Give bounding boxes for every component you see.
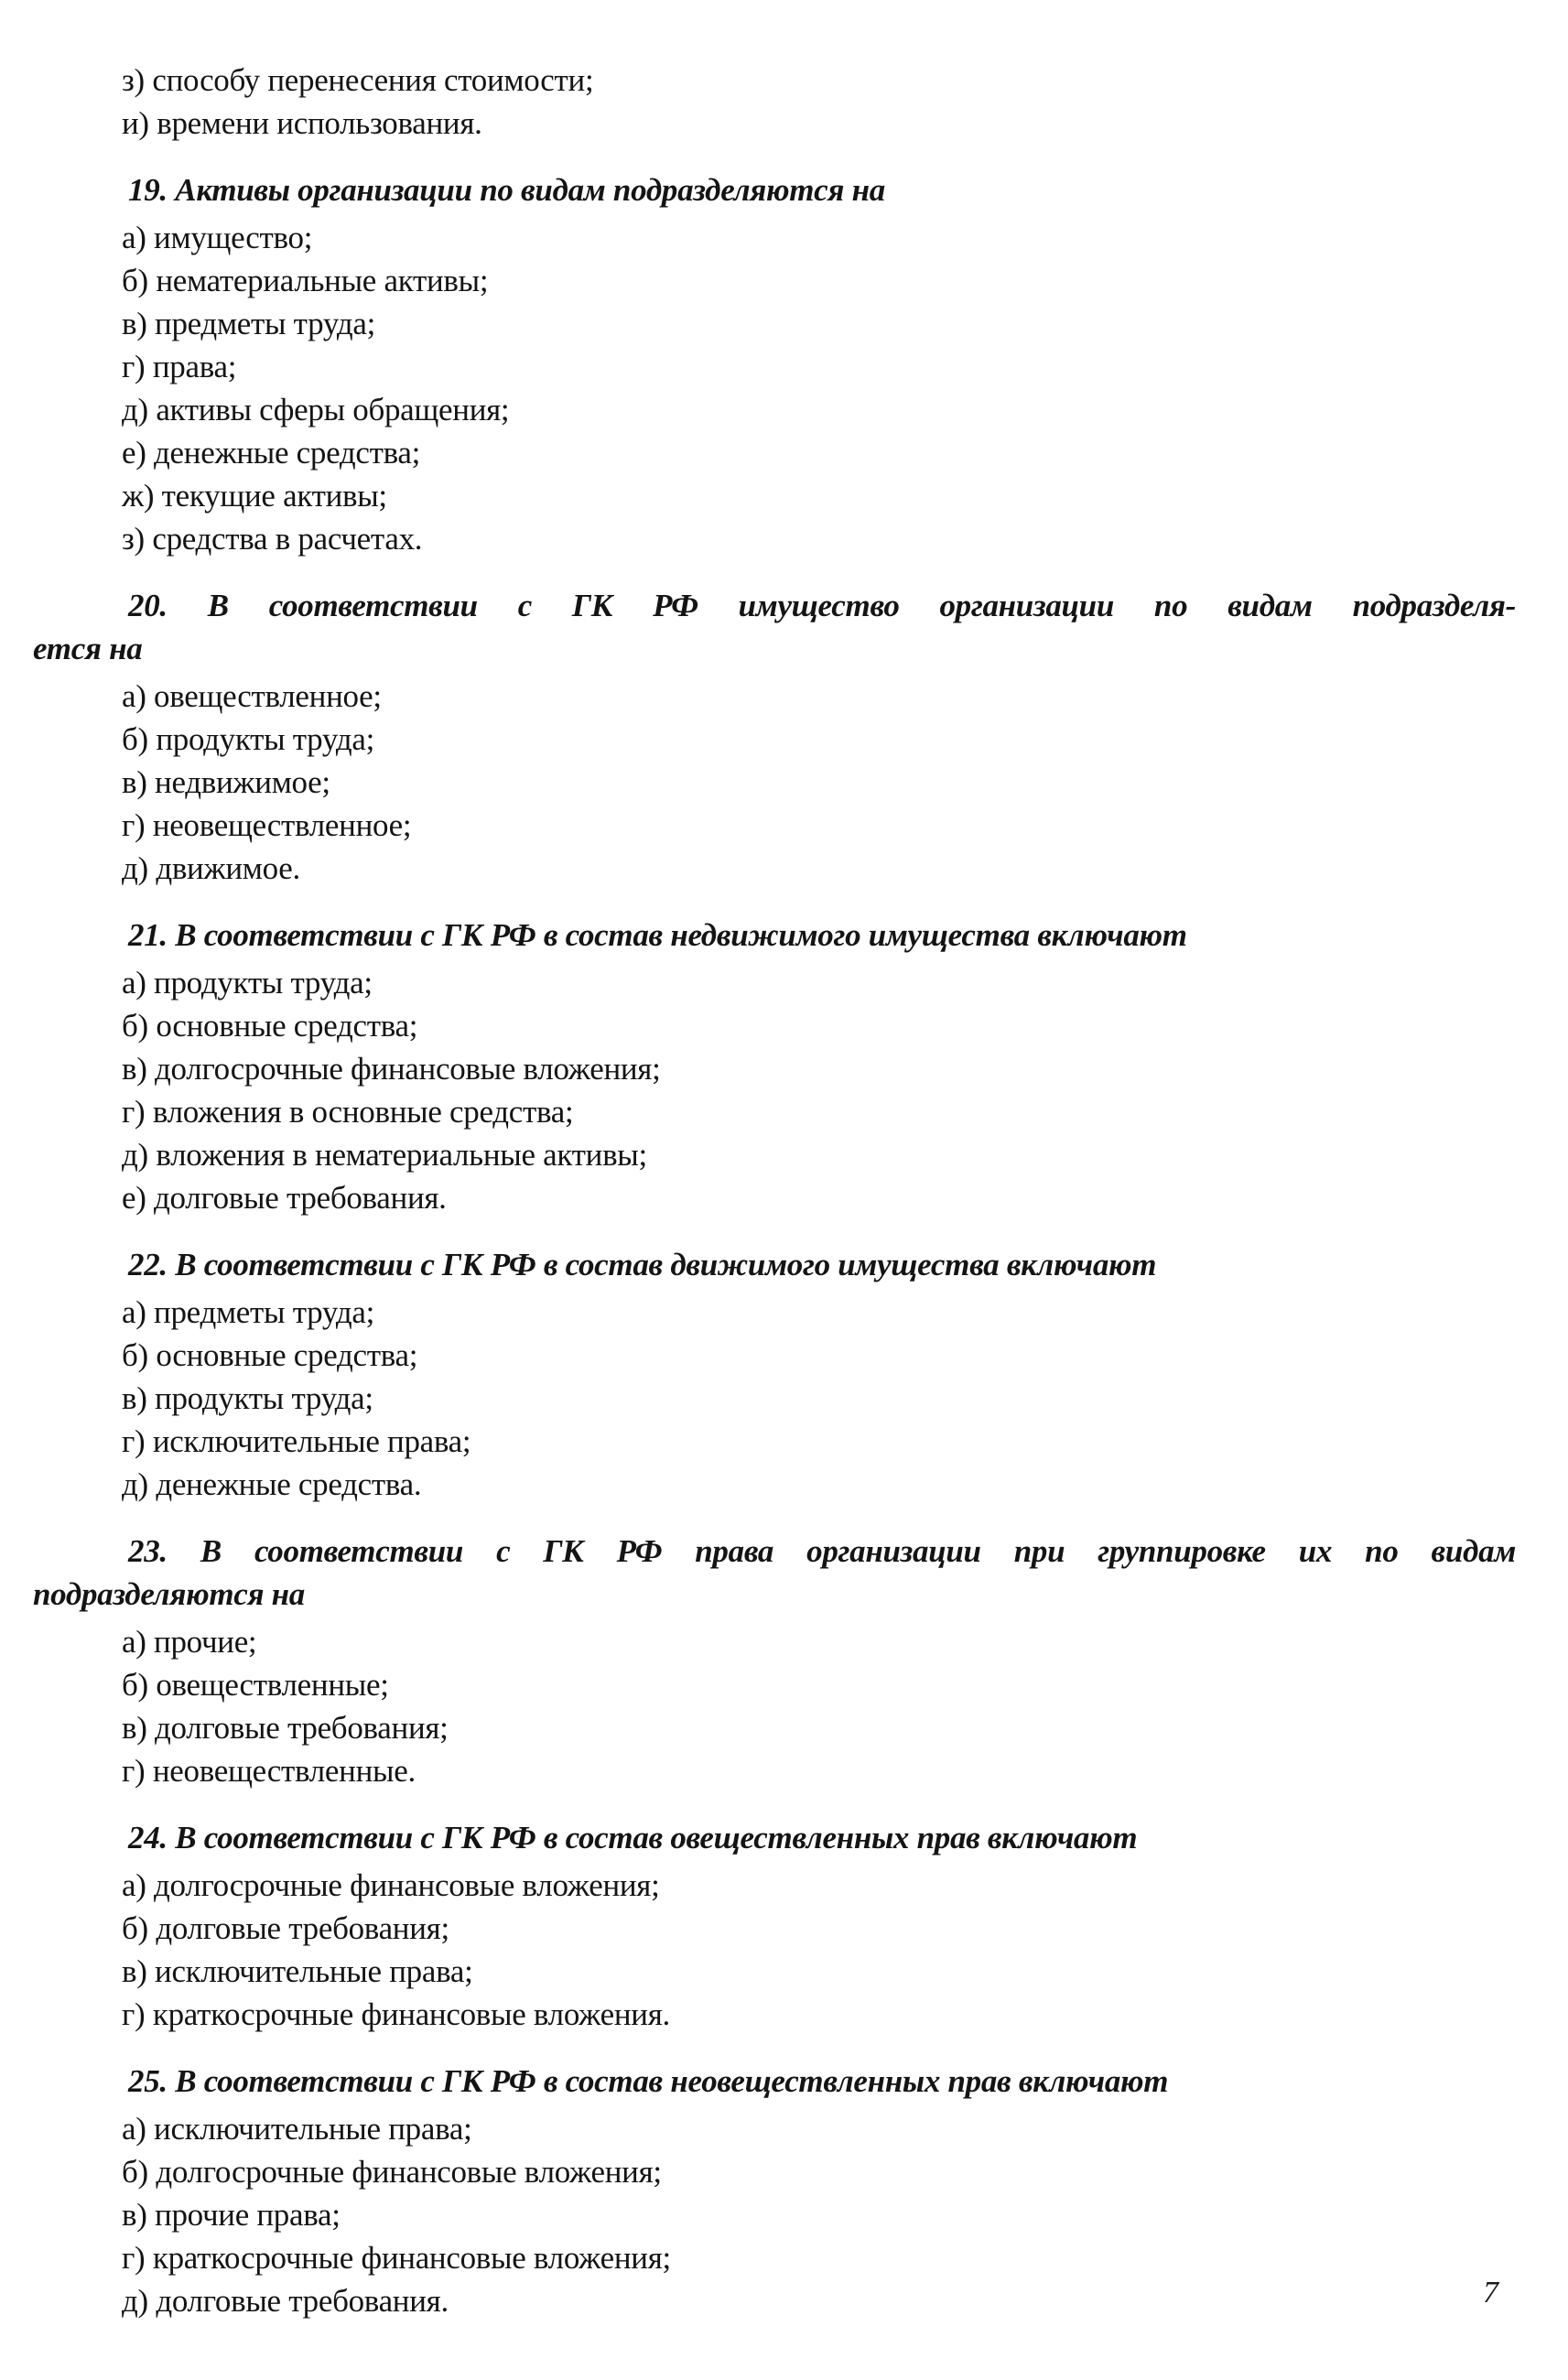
answer-option: а) предметы труда;	[122, 1294, 375, 1330]
question-25	[33, 2060, 1516, 2322]
answer-option: б) основные средства;	[122, 1008, 418, 1044]
question-title-line1: 20. В соответствии с ГК РФ имущество организации по видам подразделя-	[128, 588, 1516, 623]
answer-option: з) способу перенесения стоимости;	[122, 62, 594, 98]
answer-option: в) продукты труда;	[122, 1380, 373, 1416]
answer-option: д) долговые требования.	[122, 2283, 449, 2319]
answer-option: а) прочие;	[122, 1624, 257, 1660]
question-title-line1: 23. В соответствии с ГК РФ права организации при группировке их по видам	[128, 1533, 1516, 1569]
answer-option: б) долговые требования;	[122, 1910, 449, 1946]
page-number: 7	[1483, 2276, 1498, 2310]
question-19	[33, 168, 1516, 560]
answer-option: в) предметы труда;	[122, 306, 376, 341]
answer-option: б) продукты труда;	[122, 721, 375, 757]
answer-option: а) имущество;	[122, 220, 313, 255]
answer-option: в) недвижимое;	[122, 764, 330, 800]
question-title-line2: подразделяются на	[33, 1576, 305, 1612]
answer-option: и) времени использования.	[122, 105, 482, 141]
answer-option: в) долгосрочные финансовые вложения;	[122, 1051, 661, 1087]
question-title: 21. В соответствии с ГК РФ в состав недвижимого имущества включают	[128, 917, 1187, 953]
answer-option: а) овеществленное;	[122, 678, 382, 714]
answer-option: д) активы сферы обращения;	[122, 392, 510, 427]
page-text-block	[33, 59, 1516, 2322]
question-title-line2: ется на	[33, 631, 143, 666]
answer-option: а) продукты труда;	[122, 965, 373, 1001]
question-title: 25. В соответствии с ГК РФ в состав неовеществленных прав включают	[128, 2063, 1169, 2099]
answer-option: в) исключительные права;	[122, 1953, 473, 1989]
answer-option: е) денежные средства;	[122, 435, 421, 471]
answer-option: з) средства в расчетах.	[122, 521, 423, 557]
answer-option: г) исключительные права;	[122, 1423, 471, 1459]
answer-option: ж) текущие активы;	[122, 478, 387, 514]
question-22	[33, 1243, 1516, 1506]
answer-option: г) вложения в основные средства;	[122, 1094, 574, 1130]
answer-option: б) долгосрочные финансовые вложения;	[122, 2154, 662, 2190]
answer-option: г) краткосрочные финансовые вложения.	[122, 1996, 670, 2032]
answer-option: в) прочие права;	[122, 2197, 341, 2233]
answer-option: г) краткосрочные финансовые вложения;	[122, 2240, 671, 2276]
answer-option: г) права;	[122, 349, 237, 384]
intro-options	[33, 59, 1516, 145]
answer-option: б) нематериальные активы;	[122, 263, 489, 298]
answer-option: а) долгосрочные финансовые вложения;	[122, 1867, 660, 1903]
question-21	[33, 914, 1516, 1219]
answer-option: г) неовеществленные.	[122, 1753, 416, 1789]
answer-option: е) долговые требования.	[122, 1180, 447, 1216]
answer-option: д) вложения в нематериальные активы;	[122, 1137, 647, 1173]
question-title: 24. В соответствии с ГК РФ в состав овеществленных прав включают	[128, 1820, 1138, 1855]
answer-option: б) основные средства;	[122, 1337, 418, 1373]
answer-option: д) денежные средства.	[122, 1466, 422, 1502]
question-23	[33, 1530, 1516, 1792]
question-20	[33, 584, 1516, 890]
answer-option: в) долговые требования;	[122, 1710, 449, 1746]
question-title: 22. В соответствии с ГК РФ в состав движимого имущества включают	[128, 1247, 1157, 1282]
question-title: 19. Активы организации по видам подразделяются на	[128, 172, 885, 208]
answer-option: б) овеществленные;	[122, 1667, 389, 1703]
question-24	[33, 1816, 1516, 2036]
answer-option: а) исключительные права;	[122, 2111, 472, 2147]
answer-option: г) неовеществленное;	[122, 807, 412, 843]
answer-option: д) движимое.	[122, 850, 300, 886]
